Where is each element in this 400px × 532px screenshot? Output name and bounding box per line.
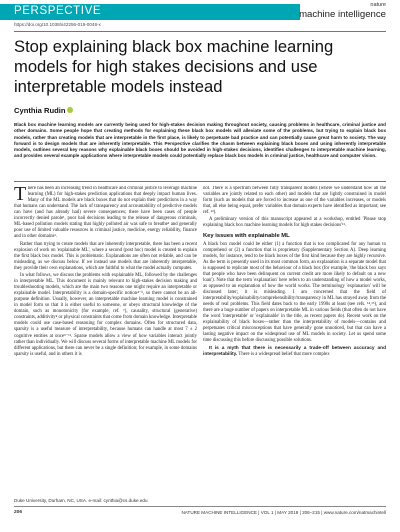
author-line <box>14 106 73 115</box>
abstract: Black box machine learning models are currently being used for high-stakes decision making throughout society, causing problems in healthcare, criminal justice and other domains. Some people hope that creating methods for explaining these black box models will alleviate some of the problems, but trying to explain black box models, rather than creating models that are interpretable in the first place, is likely to perpetuate bad practice and can potentially cause great harm to society. The way forward is to design models that are inherently interpretable. This Perspective clarifies the chasm between explaining black boxes and using inherently interpretable models, outlines several key reasons why explainable black boxes should be avoided in high-stakes decisions, identifies challenges to interpretable machine learning, and provides several example applications where interpretable models could potentially replace black box models in criminal justice, healthcare and computer vision. <box>14 122 386 159</box>
author-affiliation: Duke University, Durham, NC, USA. e-mail: cynthia@cs.duke.edu <box>14 498 148 503</box>
journal-logo-line2: machine intelligence <box>299 8 386 20</box>
body-paragraph: Rather than trying to create models that are inherently interpretable, there has been a recent explosion of work on 'explainable ML', where a second (post hoc) model is created to explain the first black box model. This is problematic. Explanations are often not reliable, and can be misleading, as we discuss below. If we instead use models that are inherently interpretable, they provide their own explanations, which are faithful to what the model actually computes. <box>14 241 197 271</box>
article-title: Stop explaining black box machine learning models for high stakes decisions and use interpretable models instead <box>14 37 334 96</box>
journal-citation[interactable]: NATURE MACHINE INTELLIGENCE | VOL 1 | MAY 2019 | 206–215 | www.nature.com/natmachintell <box>181 510 386 515</box>
article-type-kicker: PERSPECTIVE <box>14 5 102 17</box>
body-column-right <box>203 186 386 499</box>
article-header <box>0 0 400 31</box>
body-paragraph: It is a myth that there is necessarily a trade-off between accuracy and interpretability. There is a widespread belief that more complex <box>203 345 386 357</box>
journal-logo-line1: nature <box>370 2 386 8</box>
footer-divider <box>14 506 386 507</box>
body-paragraph: A preliminary version of this manuscript appeared at a workshop, entitled 'Please stop explaining black box machine learning models for high stakes decisions'¹³. <box>203 217 386 229</box>
orcid-icon[interactable] <box>67 107 73 113</box>
drop-cap: T <box>14 186 27 205</box>
body-paragraph: A black box model could be either (1) a function that is too complicated for any human to comprehend or (2) a function that is proprietary (Supplementary Section A). Deep learning models, for instance, tend to be black boxes of the first kind because they are highly recursive. As the term is presently used in its most common form, an explanation is a separate model that is supposed to replicate most of the behaviour of a black box (for example, 'the black box says that people who have been delinquent on current credit are more likely to default on a new loan'). Note that the term 'explanation' here refers to an understanding of how a model works, as opposed to an explanation of how the world works. The terminology 'explanation' will be discussed later; it is misleading. I am concerned that the field of interpretability/explainability/comprehensibility/transparency in ML has strayed away from the needs of real problems. This field dates back to the early 1990s at least (see refs. ¹⁴,¹⁵), and there are a huge number of papers on interpretable ML in various fields (that often do not have the word 'interpretable' or 'explainable' in the title, as recent papers do). Recent work on the explainability of black boxes—rather than the interpretability of models—contains and perpetuates critical misconceptions that have generally gone unnoticed, but that can have a lasting negative impact on the widespread use of ML models in society. Let us spend some time discussing this before discussing possible solutions. <box>203 241 386 344</box>
journal-logo <box>299 3 386 19</box>
body-paragraph: In what follows, we discuss the problems with explainable ML, followed by the challenges in interpretable ML. This document is mainly relevant to high-stakes decision making and troubleshooting models, which are the main two reasons one might require an interpretable or explainable model. Interpretability is a domain-specific notion⁴⁻⁶, so there cannot be an all-purpose definition. Usually, however, an interpretable machine learning model is constrained in model form so that it is either useful to someone, or obeys structural knowledge of the domain, such as monotonicity (for example, ref. ⁷), causality, structural (generative) constraints, additivity⁸ or physical constraints that come from domain knowledge. Interpretable models could use case-based reasoning for complex domains. Often for structured data, sparsity is a useful measure of interpretability, because humans can handle at most 7 ± 2 cognitive entities at once⁹⁻¹¹. Sparse models allow a view of how variables interact jointly rather than individually. We will discuss several forms of interpretable machine ML models for different applications, but there can never be a single definition; for example, in some domains sparsity is useful, and in others it is <box>14 273 197 357</box>
abstract-divider <box>14 181 386 182</box>
body-paragraph: not. There is a spectrum between fully transparent models (where we understand how all the variables are jointly related to each other) and models that are lightly constrained in model form (such as models that are forced to increase as one of the variables increases, or models that, all else being equal, prefer variables that domain experts have identified as important; see ref. ¹²). <box>203 186 386 216</box>
doi-link[interactable]: https://doi.org/10.1038/s42256-019-0048-x <box>14 22 101 27</box>
bold-lead-in: It is a myth that there is necessarily a trade-off between accuracy and interpretability. <box>203 345 386 357</box>
header-divider <box>14 31 386 32</box>
page-number: 206 <box>14 510 23 515</box>
body-paragraph: There has been an increasing trend in healthcare and criminal justice to leverage machine learning (ML) for high-stakes prediction applications that deeply impact human lives. Many of the ML models are black boxes that do not explain their predictions in a way that humans can understand. The lack of transparency and accountability of predictive models can have (and has already had) severe consequences; there have been cases of people incorrectly denied parole¹, poor bail decisions leading to the release of dangerous criminals, ML-based pollution models stating that highly polluted air was safe to breathe² and generally poor use of limited valuable resources in criminal justice, medicine, energy reliability, finance and in other domains³. <box>14 186 197 240</box>
section-heading: Key issues with explainable ML <box>203 232 290 239</box>
body-column-left <box>14 186 197 499</box>
author-name[interactable]: Cynthia Rudin <box>14 106 66 115</box>
